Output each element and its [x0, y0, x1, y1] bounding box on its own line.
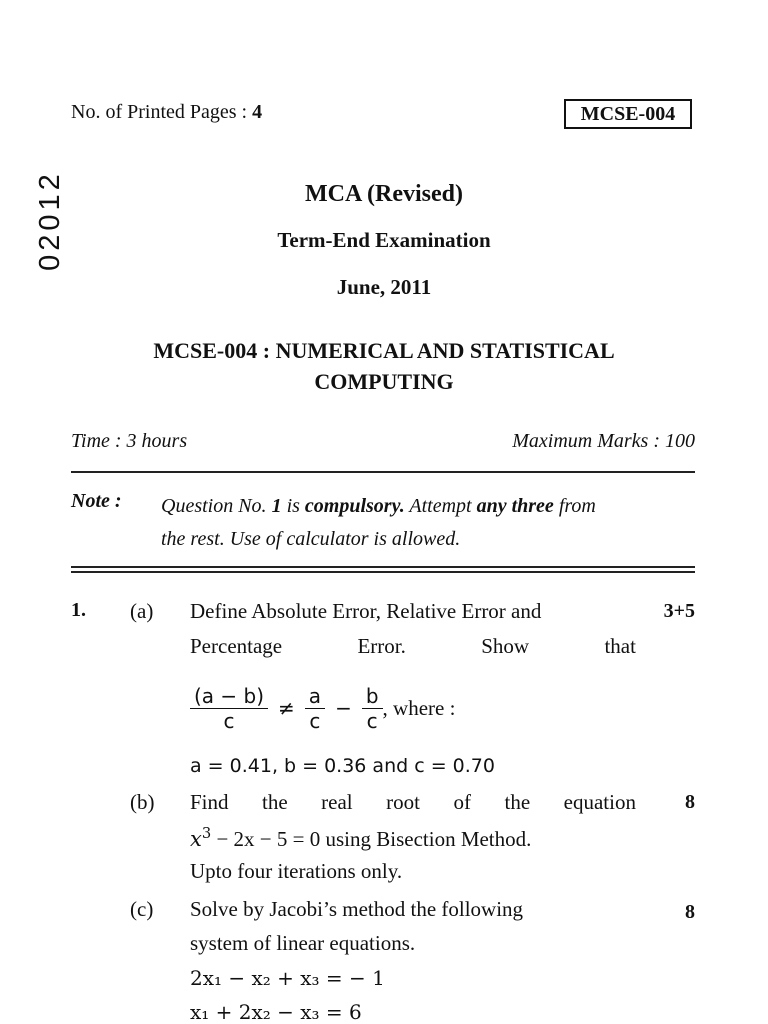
maximum-marks: Maximum Marks : 100	[512, 430, 695, 452]
course-title-line2: COMPUTING	[314, 369, 454, 394]
fraction	[190, 684, 268, 733]
note-part: from	[553, 495, 596, 517]
part-c-marks: 8	[685, 901, 695, 923]
fraction	[305, 684, 325, 733]
printed-pages	[71, 101, 262, 124]
fraction	[362, 684, 383, 733]
course-title-line1: MCSE-004 : NUMERICAL AND STATISTICAL	[153, 338, 615, 363]
note-part-bold: any three	[476, 495, 554, 517]
fraction-numerator: (a − b)	[194, 683, 265, 708]
course-code-box	[564, 99, 692, 129]
part-c-line2: system of linear equations.	[190, 931, 416, 955]
where-text: , where :	[382, 695, 456, 720]
part-c-line1: Solve by Jacobi’s method the following	[190, 897, 524, 921]
part-b-label: (b)	[130, 790, 155, 814]
word: real	[321, 790, 353, 814]
time-allowed: Time : 3 hours	[71, 430, 188, 452]
part-b-line1	[190, 790, 636, 815]
part-b-equation-tail: − 2x − 5 = 0 using Bisection Method.	[211, 827, 532, 851]
word: Show	[481, 634, 530, 658]
word: Find	[190, 790, 229, 814]
part-b-line3: Upto four iterations only.	[190, 859, 403, 883]
part-b-line2	[190, 825, 531, 852]
part-c-equation-1: 2x₁ − x₂ + x₃ = − 1	[190, 966, 385, 990]
fraction-denominator: c	[309, 708, 321, 733]
printed-pages-label: No. of Printed Pages :	[71, 101, 248, 123]
question-number: 1.	[71, 599, 86, 621]
note-part-bold: compulsory.	[304, 495, 405, 517]
word: the	[504, 790, 531, 814]
note-part: is	[281, 495, 305, 517]
program-title: MCA (Revised)	[305, 181, 463, 207]
equation-cube: $x^3$	[190, 825, 212, 851]
note-label: Note :	[71, 490, 122, 512]
word: of	[453, 790, 471, 814]
word: Error.	[357, 634, 406, 658]
divider-double-2	[71, 571, 695, 573]
part-c-label: (c)	[130, 897, 154, 921]
part-a-marks: 3+5	[663, 600, 695, 622]
serial-number	[24, 160, 76, 280]
exam-title: Term-End Examination	[277, 228, 491, 252]
word: Percentage	[190, 634, 283, 658]
fraction-denominator: c	[223, 708, 235, 733]
session-title: June, 2011	[336, 275, 432, 299]
part-b-marks: 8	[685, 791, 695, 813]
printed-pages-value: 4	[252, 101, 263, 123]
note-part: Attempt	[404, 495, 477, 517]
note-part: Question No.	[161, 495, 272, 517]
word: the	[262, 790, 288, 814]
course-title	[0, 335, 768, 397]
part-a-label: (a)	[130, 599, 154, 623]
not-equal-sign: ≠	[278, 696, 295, 720]
divider-double-1	[71, 566, 695, 568]
fraction-numerator: b	[365, 683, 379, 708]
course-code: MCSE-004	[580, 102, 676, 125]
note-line1	[161, 490, 701, 523]
note-part-bold: 1	[271, 495, 282, 517]
part-a-line2	[190, 634, 636, 659]
fraction-denominator: c	[366, 708, 378, 733]
fraction-numerator: a	[308, 683, 322, 708]
word: root	[386, 790, 420, 814]
word: equation	[563, 790, 636, 814]
note-line2: the rest. Use of calculator is allowed.	[161, 528, 461, 550]
divider-top	[71, 471, 695, 473]
serial-number-text: 02012	[33, 169, 66, 271]
part-a-line1: Define Absolute Error, Relative Error and	[190, 599, 542, 623]
part-a-formula	[190, 678, 455, 738]
word: that	[604, 634, 636, 658]
note-text	[161, 490, 701, 556]
part-a-values: a = 0.41, b = 0.36 and c = 0.70	[190, 755, 495, 777]
part-c-equation-2: x₁ + 2x₂ − x₃ = 6	[190, 1000, 362, 1024]
minus-sign: −	[335, 696, 352, 720]
